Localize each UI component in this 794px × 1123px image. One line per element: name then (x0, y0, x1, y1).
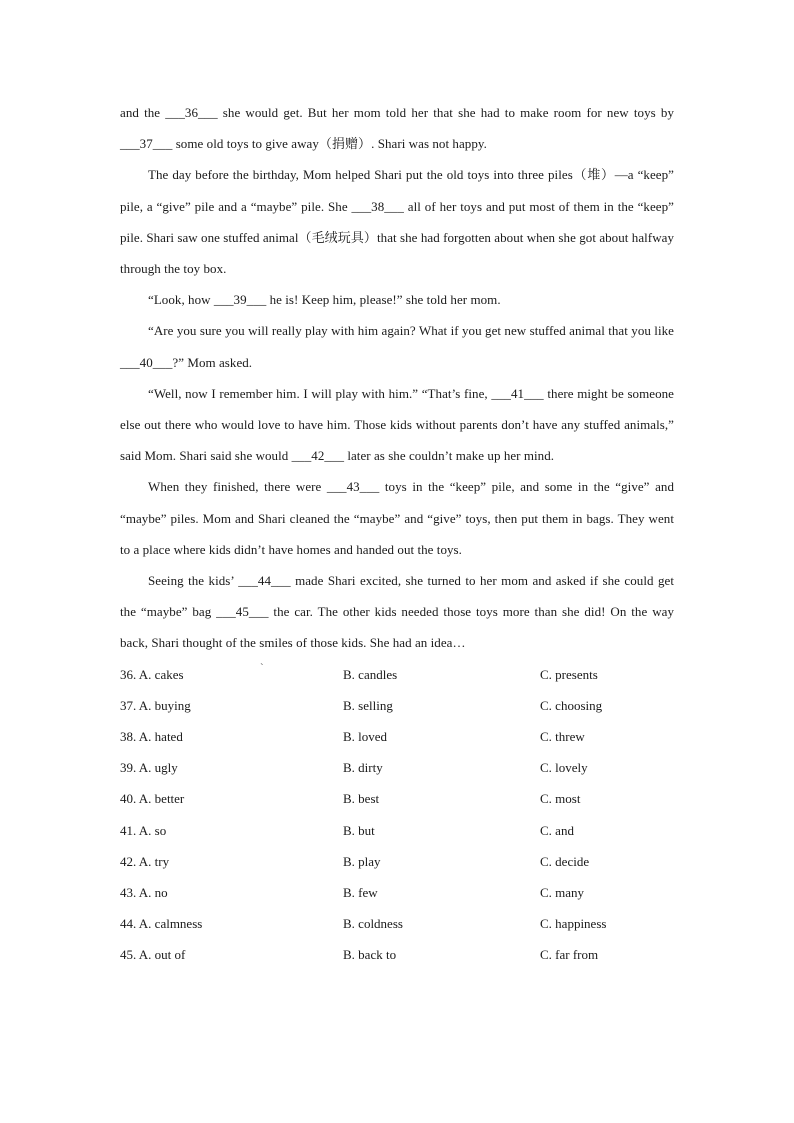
option-b: B. candles (343, 666, 398, 682)
option-a: 38. A. hated (120, 729, 183, 745)
option-c: C. lovely (540, 760, 588, 776)
option-row-37 (120, 690, 674, 721)
option-c: C. decide (540, 853, 590, 869)
option-b: B. play (343, 853, 381, 869)
option-row-36 (120, 659, 674, 690)
option-a: 43. A. no (120, 884, 168, 900)
option-c: C. threw (540, 729, 585, 745)
option-a: 40. A. better (120, 791, 185, 807)
option-row-45 (120, 939, 674, 970)
paragraph-piles: The day before the birthday, Mom helped Shari put the old toys into three piles（堆）—a “keep” pile, a “give” pile and a “maybe” pile. She ___38___ all of her toys and put most of them in the “keep” pile. Shari saw one stuffed animal（毛绒玩具）that she had forgotten about when she got about halfway through the toy box. (120, 167, 674, 277)
option-a: 37. A. buying (120, 697, 191, 713)
option-row-38 (120, 721, 674, 752)
paragraph-seeing: Seeing the kids’ ___44___ made Shari excited, she turned to her mom and asked if she could get the “maybe” bag ___45___ the car. The other kids needed those toys more than she did! On the way back, Shari thought of the smiles of those kids. She had an idea… (120, 573, 674, 651)
option-b: B. loved (343, 729, 388, 745)
option-c: C. happiness (540, 916, 607, 932)
option-row-42 (120, 846, 674, 877)
paragraph-continuation: and the ___36___ she would get. But her mom told her that she had to make room for new toys by ___37___ some old toys to give away（捐赠）. Shari was not happy. (120, 105, 674, 152)
option-a: 44. A. calmness (120, 916, 203, 932)
paragraph-are-you-sure: “Are you sure you will really play with him again? What if you get new stuffed animal that you like ___40___?” Mom asked. (120, 323, 674, 370)
paragraph-finished: When they finished, there were ___43___ toys in the “keep” pile, and some in the “give” and “maybe” piles. Mom and Shari cleaned the “maybe” and “give” toys, then put them in bags. They went to a place where kids didn’t have homes and handed out the toys. (120, 479, 674, 557)
document-page (120, 97, 674, 971)
option-c: C. most (540, 791, 581, 807)
option-row-40 (120, 783, 674, 814)
option-row-44 (120, 908, 674, 939)
option-c: C. far from (540, 947, 599, 963)
option-b: B. few (343, 884, 378, 900)
option-c: C. choosing (540, 697, 603, 713)
option-b: B. back to (343, 947, 397, 963)
option-b: B. coldness (343, 916, 403, 932)
option-c: C. and (540, 822, 574, 838)
option-a: 41. A. so (120, 822, 167, 838)
option-row-43 (120, 877, 674, 908)
option-a: 36. A. cakes (120, 666, 184, 682)
option-c: C. presents (540, 666, 598, 682)
option-b: B. dirty (343, 760, 383, 776)
option-b: B. selling (343, 697, 393, 713)
option-row-39 (120, 752, 674, 783)
option-b: B. best (343, 791, 380, 807)
stray-mark: ` (260, 661, 264, 674)
option-a: 45. A. out of (120, 947, 186, 963)
option-a: 39. A. ugly (120, 760, 178, 776)
option-a: 42. A. try (120, 853, 170, 869)
option-b: B. but (343, 822, 375, 838)
option-c: C. many (540, 884, 585, 900)
option-row-41 (120, 815, 674, 846)
options-list (120, 659, 674, 971)
paragraph-look: “Look, how ___39___ he is! Keep him, please!” she told her mom. (148, 292, 501, 308)
paragraph-well: “Well, now I remember him. I will play with him.” “That’s fine, ___41___ there might be someone else out there who would love to have him. Those kids without parents don’t have any stuffed animals,” said Mom. Shari said she would ___42___ later as she couldn’t make up her mind. (120, 385, 674, 464)
